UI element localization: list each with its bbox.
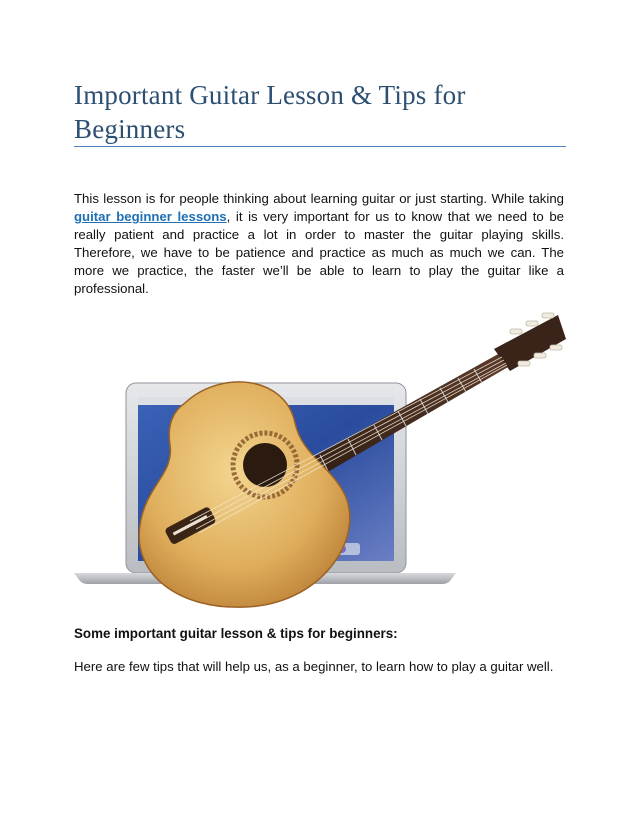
guitar-laptop-illustration <box>70 305 570 615</box>
intro-paragraph <box>74 190 564 298</box>
page-title: Important Guitar Lesson & Tips for Beginners <box>74 80 466 144</box>
tips-intro-paragraph: Here are few tips that will help us, as a beginner, to learn how to play a guitar well. <box>74 659 554 674</box>
guitar-laptop-icon <box>70 305 570 615</box>
section-heading: Some important guitar lesson & tips for beginners: <box>74 626 398 641</box>
intro-text-after-link: , it is very important for us to know that we need to be really patient and practice a lot in order to master the guitar playing skills. Therefore, we have to be patience and practice as much as much we can. The more we practice, the faster we’ll be able to learn to play the guitar like a professional. <box>74 209 564 296</box>
guitar-lessons-link[interactable]: guitar beginner lessons <box>74 209 227 224</box>
title-divider <box>74 146 566 147</box>
intro-text-before-link: This lesson is for people thinking about learning guitar or just starting. While taking <box>74 191 564 206</box>
